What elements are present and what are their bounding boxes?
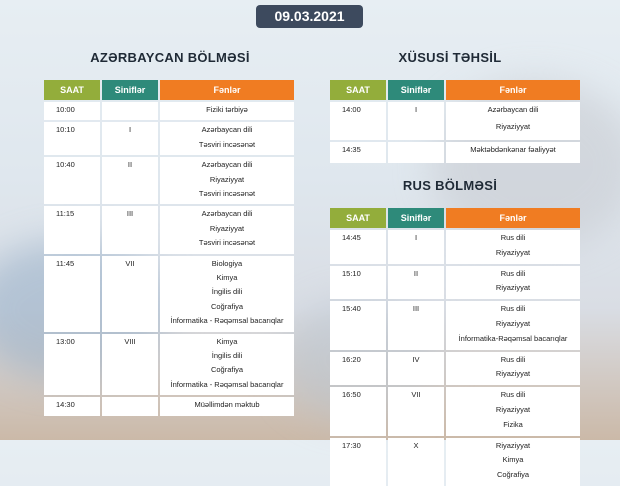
subject-item: Müəllimdən məktub: [194, 400, 260, 410]
subject-item: Riyaziyyat: [209, 174, 245, 184]
time-cell: 11:45: [56, 258, 75, 268]
subject-item: Rus dili: [500, 268, 526, 278]
subject-item: Azərbaycan dili: [201, 209, 253, 219]
time-cell: 14:45: [342, 233, 361, 242]
date-badge: 09.03.2021: [256, 5, 363, 28]
subject-item: Fizika: [503, 419, 523, 429]
subject-item: Təsviri incəsənət: [198, 139, 256, 149]
grade-cell: II: [127, 160, 133, 170]
column-header-saat: SAAT: [330, 80, 386, 100]
subject-item: Coğrafiya: [210, 365, 244, 375]
column-header-sinif: Siniflər: [388, 80, 444, 100]
subject-item: İngilis dili: [211, 350, 243, 360]
grade-cell: I: [414, 105, 418, 114]
grade-cell: I: [128, 125, 132, 135]
column-header-fenn: Fənlər: [160, 80, 294, 100]
subject-item: Rus dili: [500, 233, 526, 242]
time-cell: 10:00: [56, 105, 75, 114]
column-header-sinif: Siniflər: [102, 80, 158, 100]
subject-item: Azərbaycan dili: [201, 160, 253, 170]
subject-item: Riyaziyyat: [209, 223, 245, 233]
subject-item: Riyaziyyat: [495, 440, 531, 450]
grade-cell: VII: [411, 390, 421, 400]
subject-item: Təsviri incəsənət: [198, 238, 256, 248]
subject-item: Kimya: [216, 272, 238, 282]
table-cell: [388, 142, 444, 163]
subject-item: Kimya: [216, 336, 238, 346]
column-header-fenn: Fənlər: [446, 80, 580, 100]
subject-item: Coğrafiya: [496, 470, 530, 480]
grade-cell: I: [414, 233, 418, 242]
table-cell: [102, 102, 158, 120]
time-cell: 15:10: [342, 268, 361, 278]
section-title-xususi: XÜSUSİ TƏHSİL: [398, 50, 502, 65]
subject-item: İnformatika-Rəqəmsal bacarıqlar: [458, 333, 568, 343]
grade-cell: VIII: [124, 336, 136, 346]
subject-item: İnformatika - Rəqəmsal bacarıqlar: [170, 379, 284, 389]
time-cell: 16:50: [342, 390, 361, 400]
time-cell: 14:00: [342, 105, 361, 114]
subject-item: İnformatika - Rəqəmsal bacarıqlar: [170, 316, 284, 326]
subject-item: Riyaziyyat: [495, 283, 531, 293]
time-cell: 14:35: [342, 145, 361, 154]
grade-cell: III: [126, 209, 134, 219]
subject-item: Fiziki tərbiyə: [206, 105, 248, 114]
grade-cell: III: [412, 304, 420, 314]
subject-item: Riyaziyyat: [495, 247, 531, 257]
time-cell: 11:15: [56, 209, 75, 219]
time-cell: 13:00: [56, 336, 75, 346]
time-cell: 10:10: [56, 125, 75, 135]
grade-cell: X: [413, 440, 419, 450]
column-header-fenn: Fənlər: [446, 208, 580, 228]
subject-item: Rus dili: [500, 390, 526, 400]
time-cell: 10:40: [56, 160, 75, 170]
subject-item: Kimya: [502, 455, 524, 465]
subject-item: Rus dili: [500, 354, 526, 364]
subject-item: Azərbaycan dili: [487, 105, 539, 114]
subject-item: Rus dili: [500, 304, 526, 314]
section-title-rus: RUS BÖLMƏSİ: [402, 178, 498, 193]
subject-item: Məktəbdənkənar fəaliyyət: [470, 145, 556, 154]
column-header-saat: SAAT: [44, 80, 100, 100]
grade-cell: VII: [125, 258, 135, 268]
subject-item: Riyaziyyat: [495, 122, 531, 131]
subject-item: Biologiya: [211, 258, 243, 268]
subject-item: Riyaziyyat: [495, 369, 531, 379]
time-cell: 14:30: [56, 400, 75, 410]
subject-item: Coğrafiya: [210, 301, 244, 311]
section-title-azerbaycan: AZƏRBAYCAN BÖLMƏSİ: [90, 50, 250, 65]
table-cell: [102, 397, 158, 415]
time-cell: 17:30: [342, 440, 361, 450]
grade-cell: IV: [412, 354, 420, 364]
subject-item: Riyaziyyat: [495, 318, 531, 328]
column-header-sinif: Siniflər: [388, 208, 444, 228]
subject-item: İngilis dili: [211, 287, 243, 297]
grade-cell: II: [413, 268, 419, 278]
subject-item: Azərbaycan dili: [201, 125, 253, 135]
subject-item: Təsviri incəsənət: [198, 188, 256, 198]
subject-item: Riyaziyyat: [495, 404, 531, 414]
time-cell: 15:40: [342, 304, 361, 314]
time-cell: 16:20: [342, 354, 361, 364]
column-header-saat: SAAT: [330, 208, 386, 228]
